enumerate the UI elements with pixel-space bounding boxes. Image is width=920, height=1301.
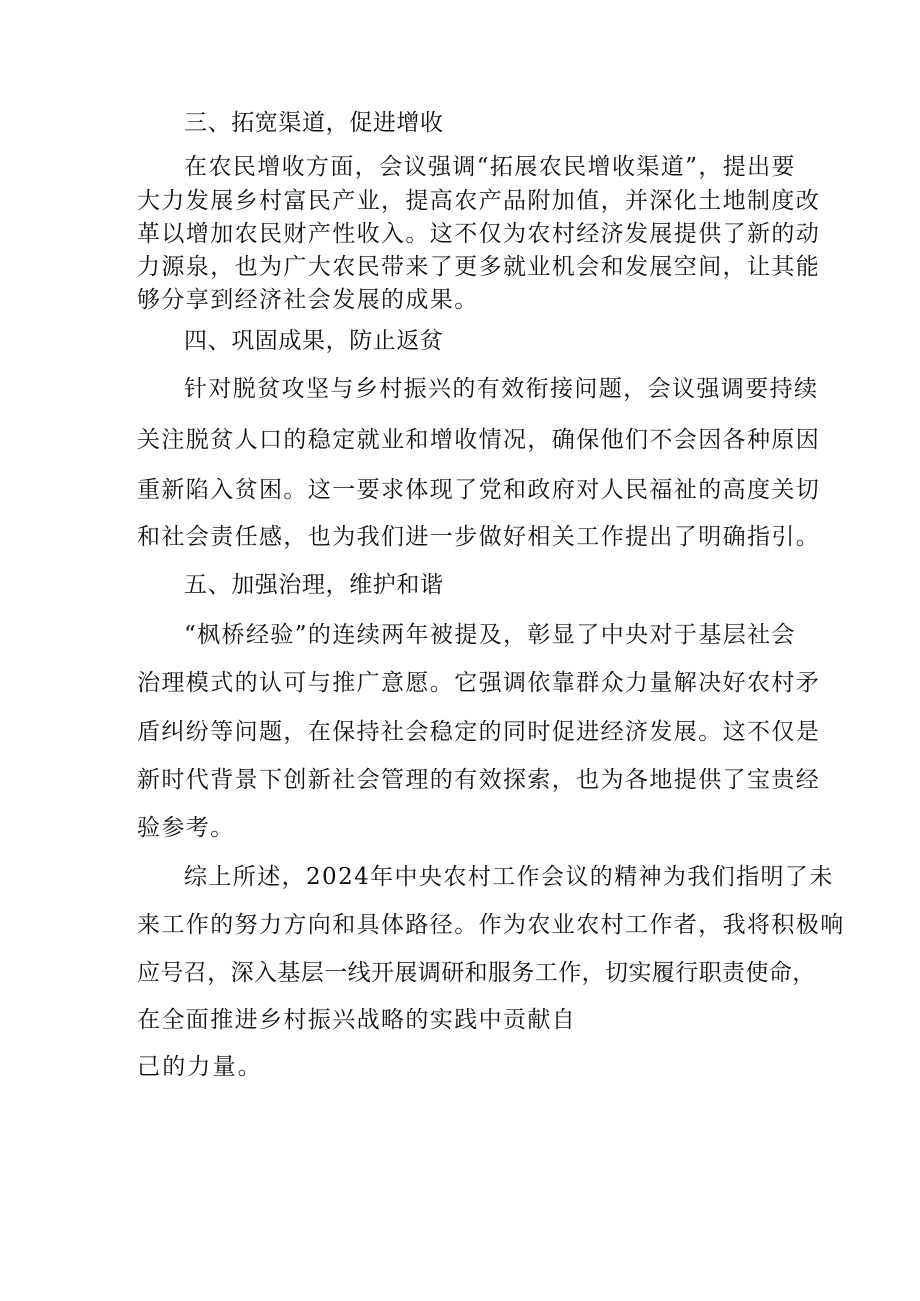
conclusion-line: 己的力量。 <box>137 1054 263 1080</box>
paragraph-line: 在农民增收方面，会议强调“拓展农民增收渠道”，提出要 <box>184 154 796 180</box>
section-heading-3: 三、拓宽渠道，促进增收 <box>184 110 444 136</box>
paragraph-line: “枫桥经验”的连续两年被提及，彰显了中央对于基层社会 <box>184 622 796 648</box>
conclusion-line: 应号召，深入基层一线开展调研和服务工作，切实履行职责使命， <box>137 960 816 986</box>
paragraph-line: 关注脱贫人口的稳定就业和增收情况，确保他们不会因各种原因 <box>137 427 821 453</box>
paragraph-line: 盾纠纷等问题，在保持社会稳定的同时促进经济发展。这不仅是 <box>137 719 821 745</box>
paragraph-line: 针对脱贫攻坚与乡村振兴的有效衔接问题，会议强调要持续 <box>184 376 819 402</box>
paragraph-line: 新时代背景下创新社会管理的有效探索，也为各地提供了宝贵经 <box>137 767 821 793</box>
section-heading-5: 五、加强治理，维护和谐 <box>184 572 444 598</box>
paragraph-line: 和社会责任感，也为我们进一步做好相关工作提出了明确指引。 <box>137 524 821 550</box>
conclusion-line: 在全面推进乡村振兴战略的实践中贡献自 <box>137 1007 577 1033</box>
paragraph-line: 重新陷入贫困。这一要求体现了党和政府对人民福祉的高度关切 <box>137 477 821 503</box>
section-heading-4: 四、巩固成果，防止返贫 <box>184 328 444 354</box>
paragraph-line: 够分享到经济社会发展的成果。 <box>137 287 479 313</box>
paragraph-line: 力源泉，也为广大农民带来了更多就业机会和发展空间，让其能 <box>137 254 821 280</box>
paragraph-line: 验参考。 <box>137 815 235 841</box>
paragraph-line: 治理模式的认可与推广意愿。它强调依靠群众力量解决好农村矛 <box>137 670 821 696</box>
paragraph-line: 革以增加农民财产性收入。这不仅为农村经济发展提供了新的动 <box>137 221 821 247</box>
paragraph-line: 大力发展乡村富民产业，提高农产品附加值，并深化土地制度改 <box>137 188 821 214</box>
conclusion-line: 综上所述，2024年中央农村工作会议的精神为我们指明了未 <box>184 864 834 890</box>
conclusion-line: 来工作的努力方向和具体路径。作为农业农村工作者，我将积极响 <box>137 912 845 938</box>
